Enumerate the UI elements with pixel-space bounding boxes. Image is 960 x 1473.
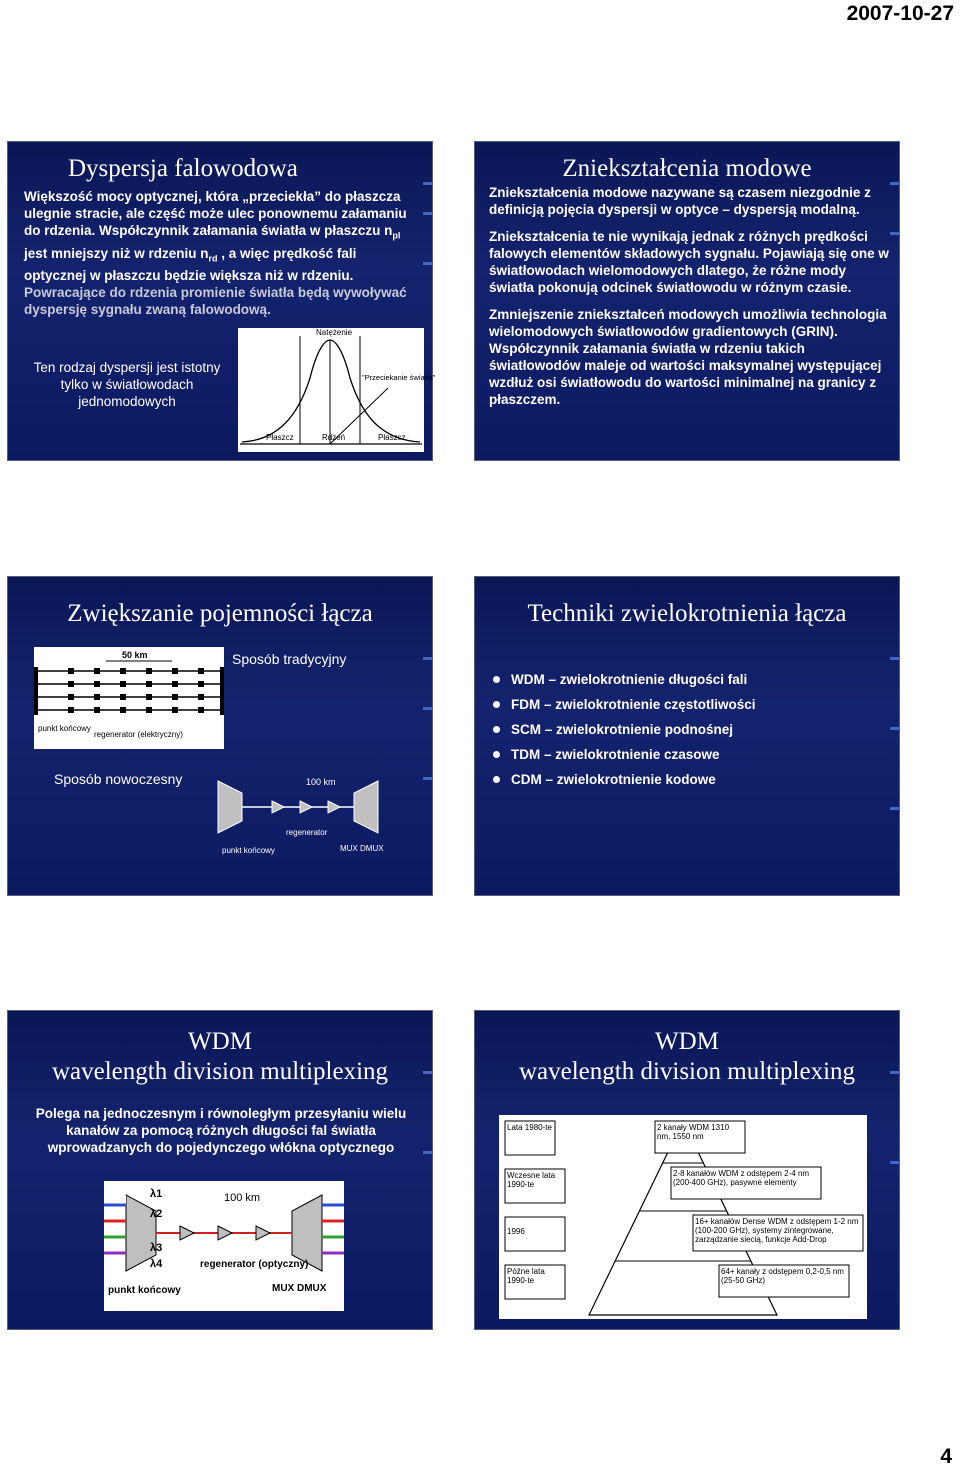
svg-text:punkt końcowy: punkt końcowy	[222, 846, 275, 855]
slide-wdm-evolution	[474, 1010, 900, 1330]
slide-note: Ten rodzaj dyspersji jest istotny tylko w światłowodach jednomodowych	[33, 360, 221, 409]
svg-text:λ2: λ2	[150, 1208, 163, 1220]
label-core: Rdzeń	[322, 433, 346, 442]
slide-capacity	[7, 576, 433, 896]
slide-wdm-intro	[7, 1010, 433, 1330]
wdm-figure	[104, 1181, 344, 1311]
slide-body: Większość mocy optycznej, która „przeciekła” do płaszcza ulegnie stracie, ale część może ulec ponownemu załamaniu do rdzenia. Współczynnik załamania światła w płaszczu $n_{pl}$ jest mniejszy niż w rdzeniu $n_{rd}$ , a więc prędkość fali optycznej w płaszczu będzie większa niż w rdzeniu. Powracające do rdzenia promienie światła będą wywoływać dyspersję sygnału zwaną falowodową.	[24, 189, 407, 318]
svg-text:MUX DMUX: MUX DMUX	[272, 1283, 327, 1294]
svg-text:λ4: λ4	[150, 1258, 163, 1270]
wdm-pyramid: Lata 1980-te Wczesne lata 1990-te 1996 Późne lata 1990-te 2 kanały WDM 1310 nm, 1550 nm 2-8 kanałów WDM z odstępem 2-4 nm (200-400 GHz), pasywne elementy 16+ kanałów Dense WDM z odstępem 1-2 nm (100-200 GHz), systemy zintegrowane, zarządzanie siecią, funkcje Add-Drop 64+ kanały z odstępem 0,2-0,5 nm (25-50 GHz)	[499, 1115, 867, 1319]
list-item: WDM – zwielokrotnienie długości fali	[475, 671, 875, 688]
svg-text:regenerator (elektryczny): regenerator (elektryczny)	[94, 730, 183, 739]
label-cladding-left: Płaszcz	[266, 433, 294, 442]
list-item: CDM – zwielokrotnienie kodowe	[475, 771, 875, 788]
list-item: TDM – zwielokrotnienie czasowe	[475, 746, 875, 763]
svg-text:100 km: 100 km	[224, 1192, 261, 1204]
svg-text:regenerator (optyczny): regenerator (optyczny)	[200, 1259, 309, 1270]
page-number: 4	[940, 1445, 952, 1468]
slide-title: Dyspersja falowodowa	[68, 155, 298, 182]
page-date: 2007-10-27	[846, 2, 954, 25]
slide-title: WDM wavelength division multiplexing	[51, 1028, 389, 1085]
slide-body: Zniekształcenia modowe nazywane są czasem niezgodnie z definicją pojęcia dyspersji w optyce – dyspersją modalną. Zniekształcenia te nie wynikają jednak z różnych prędkości falowych elementów składowych sygnału. Pojawiają się one w światłowodach wielomodowych dlatego, że różne mody światła pokonują odcinek światłowodu w różnym czasie. Zmniejszenie zniekształceń modowych umożliwia technologia wielomodowych światłowodów gradientowych (GRIN). Współczynnik załamania światła w rdzeniu takich światłowodów maleje od wartości maksymalnej występującej wzdłuż osi światłowodu do wartości minimalnej na granicy z płaszczem.	[489, 185, 889, 407]
slide-body: Polega na jednoczesnym i równoległym przesyłaniu wielu kanałów za pomocą różnych długości fal światła wprowadzanych do pojedynczego włókna optycznego	[35, 1106, 407, 1155]
svg-text:regenerator: regenerator	[286, 828, 328, 837]
slide-multiplexing	[474, 576, 900, 896]
label-intensity: Natężenie	[316, 328, 353, 337]
label-modern: Sposób nowoczesny	[54, 771, 183, 787]
svg-text:punkt końcowy: punkt końcowy	[38, 724, 91, 733]
label-traditional: Sposób tradycyjny	[232, 651, 347, 667]
label-cladding-right: Płaszcz	[378, 433, 406, 442]
multiplexing-list	[475, 671, 875, 796]
slide-title: Zniekształcenia modowe	[562, 155, 812, 182]
label-leakage: "Przeciekanie światła"	[362, 373, 436, 382]
slide-title: WDM wavelength division multiplexing	[518, 1028, 856, 1085]
svg-text:λ3: λ3	[150, 1242, 163, 1254]
svg-text:100 km: 100 km	[306, 777, 336, 787]
svg-text:punkt końcowy: punkt końcowy	[108, 1285, 181, 1296]
slide-title: Techniki zwielokrotnienia łącza	[527, 600, 847, 627]
list-item: SCM – zwielokrotnienie podnośnej	[475, 721, 875, 738]
modern-figure	[208, 773, 388, 873]
slide-waveguide-dispersion	[7, 141, 436, 461]
slide-title: Zwiększanie pojemności łącza	[67, 600, 373, 627]
regenerator-squares	[34, 667, 224, 715]
svg-text:50 km: 50 km	[122, 650, 148, 660]
dispersion-figure	[238, 328, 436, 452]
list-item: FDM – zwielokrotnienie częstotliwości	[475, 696, 875, 713]
svg-text:MUX DMUX: MUX DMUX	[340, 844, 384, 853]
traditional-figure	[34, 647, 224, 749]
slide-modal-distortion	[474, 141, 900, 461]
svg-text:λ1: λ1	[150, 1188, 163, 1200]
